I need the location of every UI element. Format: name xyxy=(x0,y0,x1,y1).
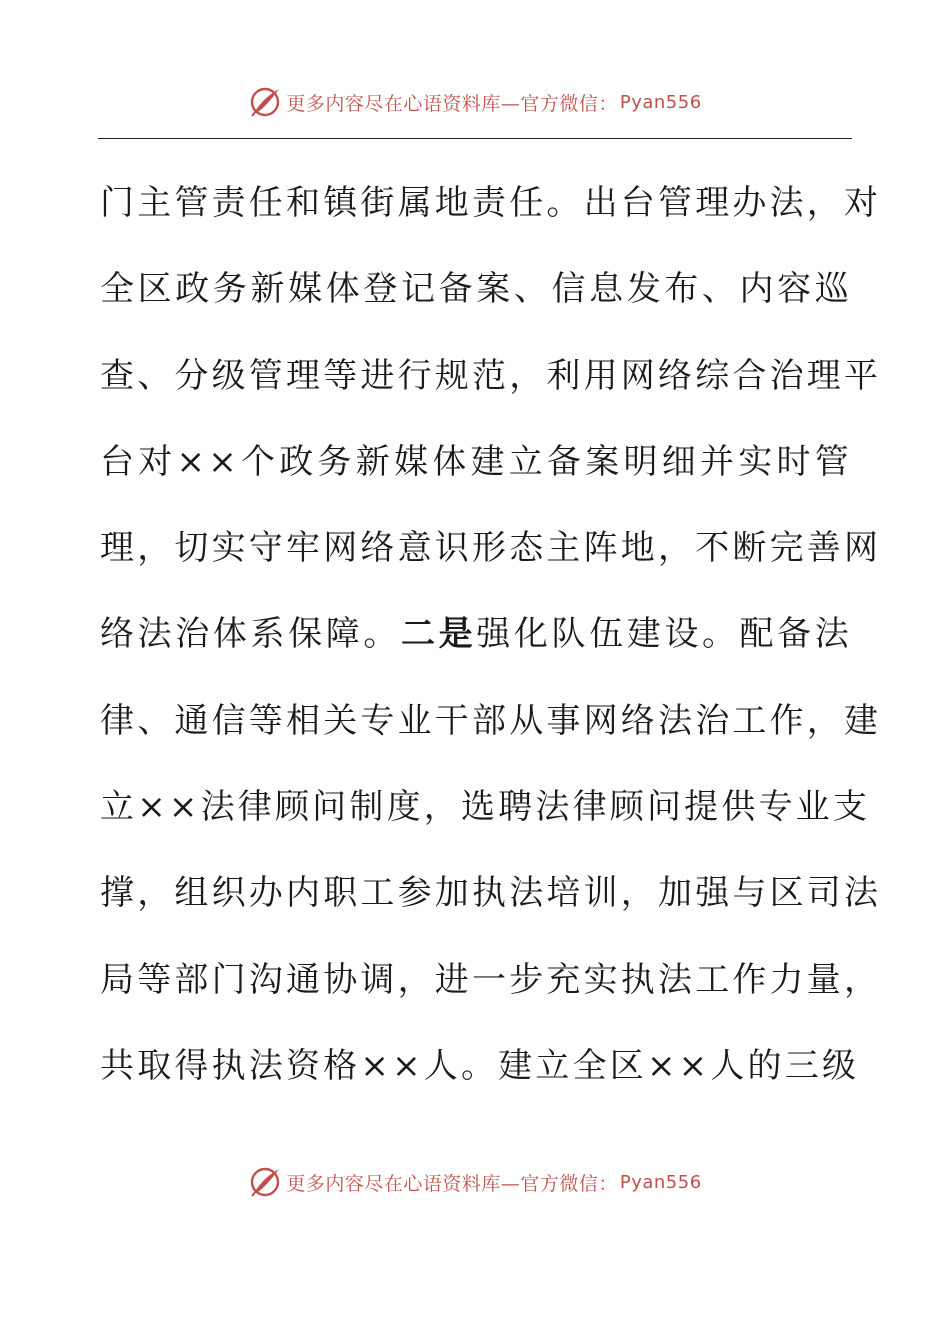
quill-pen-logo-icon xyxy=(248,1165,282,1199)
body-line: 理，切实守牢网络意识形态主阵地，不断完善网 xyxy=(100,528,882,569)
quill-pen-logo-icon xyxy=(248,85,282,119)
header-divider xyxy=(98,138,852,139)
bold-heading-term: 二是 xyxy=(400,614,477,655)
footer-banner xyxy=(0,1162,950,1202)
header-banner-text: 更多内容尽在心语资料库—官方微信： xyxy=(286,92,618,115)
body-line: 律、通信等相关专业干部从事网络法治工作，建 xyxy=(100,700,882,741)
body-line: 局等部门沟通协调，进一步充实执法工作力量， xyxy=(100,959,882,1000)
body-line-segment: 络法治体系保障。 xyxy=(100,614,401,655)
body-line: 全区政务新媒体登记备案、信息发布、内容巡 xyxy=(100,269,852,310)
header-wechat-handle: Pyan556 xyxy=(619,91,702,113)
body-line-segment: 强化队伍建设。配备法 xyxy=(476,614,853,655)
body-line-with-bold xyxy=(100,591,852,677)
document-body xyxy=(100,160,882,1109)
footer-banner-text: 更多内容尽在心语资料库—官方微信： xyxy=(286,1172,618,1195)
body-line: 门主管责任和镇街属地责任。出台管理办法，对 xyxy=(100,183,882,223)
body-line: 撑，组织办内职工参加执法培训，加强与区司法 xyxy=(100,873,882,914)
body-line: 立××法律顾问制度，选聘法律顾问提供专业支 xyxy=(100,787,871,828)
body-line: 查、分级管理等进行规范，利用网络综合治理平 xyxy=(100,355,882,396)
body-line: 共取得执法资格××人。建立全区××人的三级 xyxy=(100,1045,860,1086)
body-line: 台对××个政务新媒体建立备案明细并实时管 xyxy=(100,441,852,482)
footer-wechat-handle: Pyan556 xyxy=(619,1171,702,1193)
header-banner xyxy=(0,82,950,122)
